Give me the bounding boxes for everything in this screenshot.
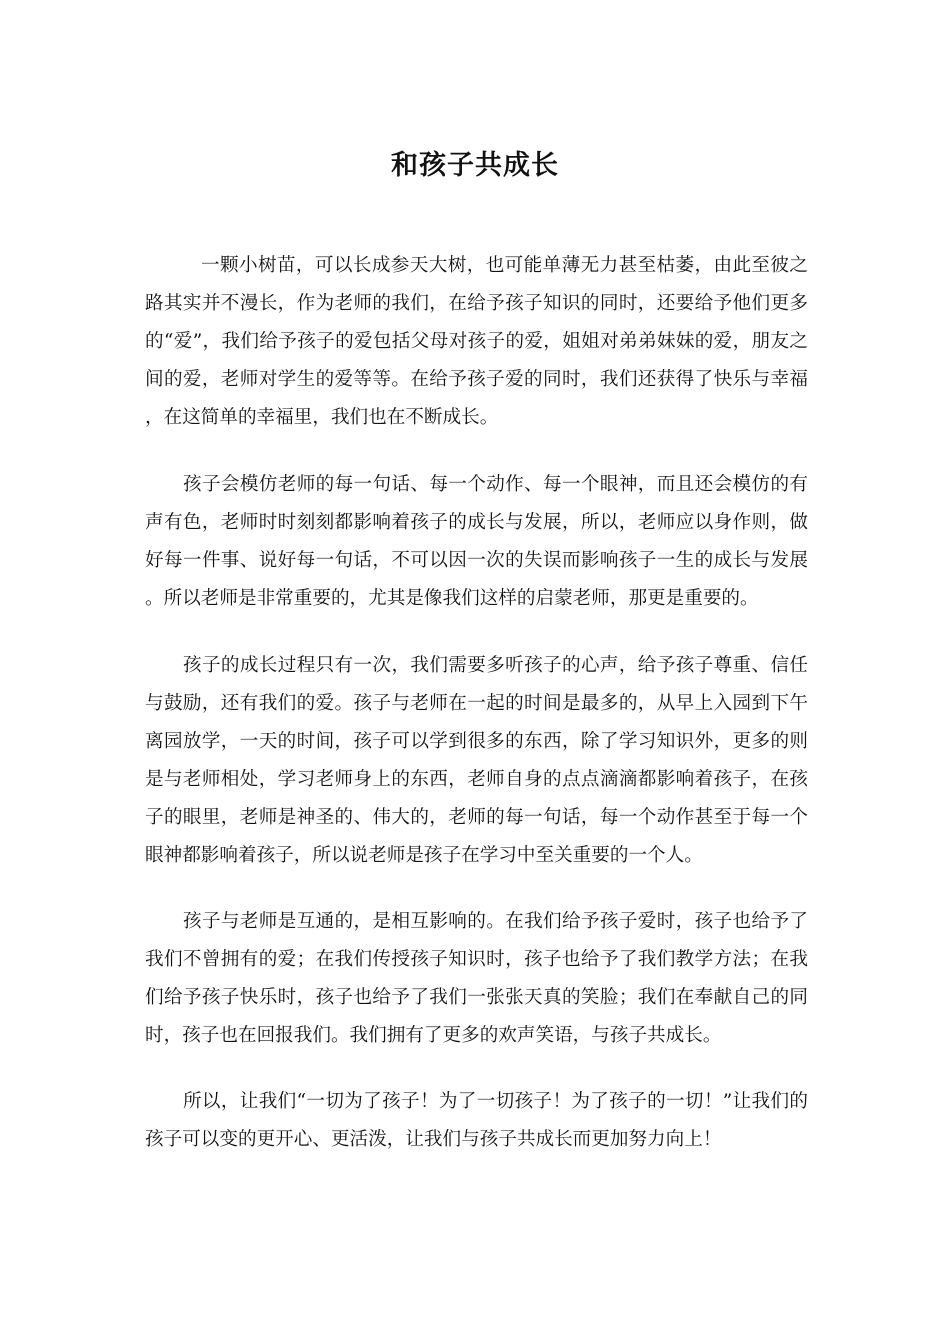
document-title: 和孩子共成长 — [391, 150, 559, 182]
paragraph-2: 孩子会模仿老师的每一句话、每一个动作、每一个眼神，而且还会模仿的有声有色，老师时时刻刻都影响着孩子的成长与发展，所以，老师应以身作则，做好每一件事、说好每一句话，不可以因一次的失误而影响孩子一生的成长与发展。所以老师是非常重要的，尤其是像我们这样的启蒙老师，那更是重要的。 — [145, 474, 808, 609]
paragraph-4: 孩子与老师是互通的，是相互影响的。在我们给予孩子爱时，孩子也给予了我们不曾拥有的爱；在我们传授孩子知识时，孩子也给予了我们教学方法；在我们给予孩子快乐时，孩子也给予了我们一张张天真的笑脸；我们在奉献自己的同时，孩子也在回报我们。我们拥有了更多的欢声笑语，与孩子共成长。 — [145, 911, 808, 1046]
paragraph-5: 所以，让我们“一切为了孩子！为了一切孩子！为了孩子的一切！”让我们的孩子可以变的更开心、更活泼，让我们与孩子共成长而更加努力向上！ — [145, 1091, 808, 1150]
paragraph-3: 孩子的成长过程只有一次，我们需要多听孩子的心声，给予孩子尊重、信任与鼓励，还有我们的爱。孩子与老师在一起的时间是最多的，从早上入园到下午离园放学，一天的时间，孩子可以学到很多的东西，除了学习知识外，更多的则是与老师相处，学习老师身上的东西，老师自身的点点滴滴都影响着孩子，在孩子的眼里，老师是神圣的、伟大的，老师的每一句话，每一个动作甚至于每一个眼神都影响着孩子，所以说老师是孩子在学习中至关重要的一个人。 — [145, 655, 808, 866]
paragraph-1: 一颗小树苗，可以长成参天大树，也可能单薄无力甚至枯萎，由此至彼之路其实并不漫长，作为老师的我们，在给予孩子知识的同时，还要给予他们更多的“爱”，我们给予孩子的爱包括父母对孩子的爱，姐姐对弟弟妹妹的爱，朋友之间的爱，老师对学生的爱等等。在给予孩子爱的同时，我们还获得了快乐与幸福，在这简单的幸福里，我们也在不断成长。 — [145, 255, 808, 428]
